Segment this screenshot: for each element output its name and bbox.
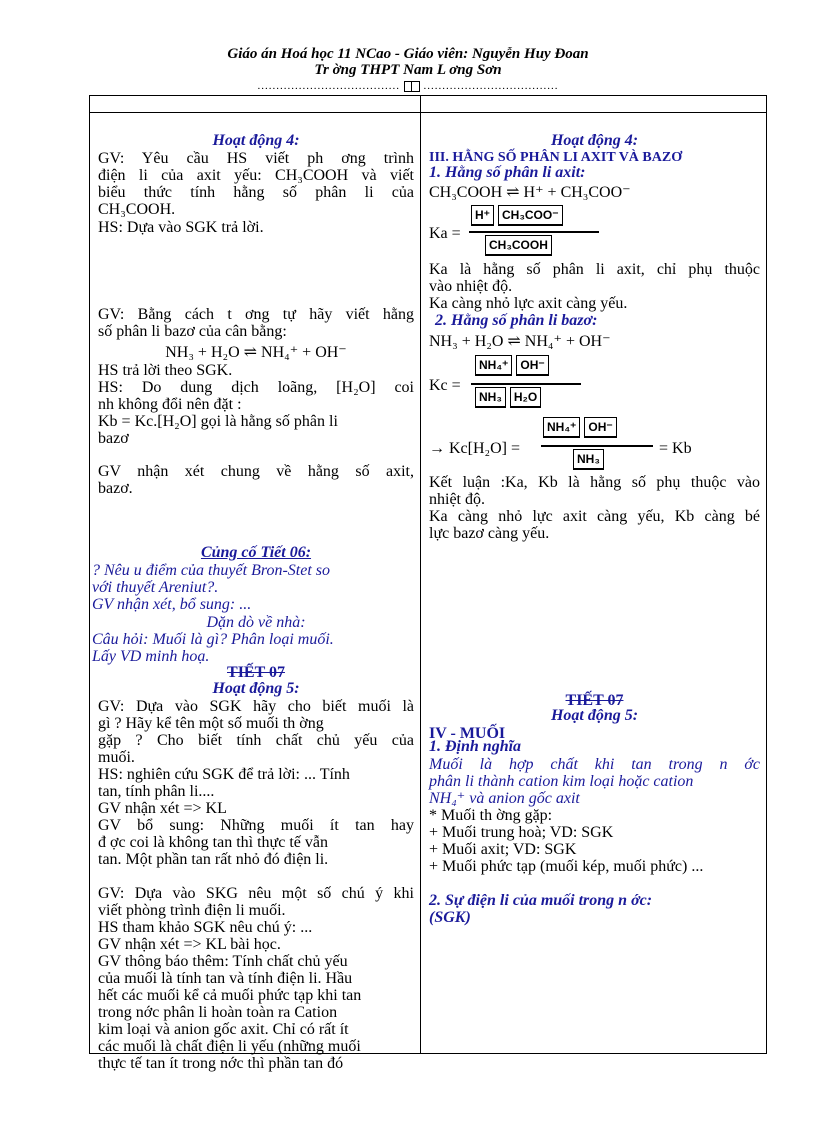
header-cell-right	[421, 96, 767, 113]
kb-denominator	[573, 449, 604, 470]
text-line: đ ợc coi là không tan thì thực tế vẫn	[98, 834, 328, 851]
ka-fraction-bar	[469, 231, 599, 233]
text-line: vào nhiệt độ.	[429, 278, 513, 295]
ka-label: Ka =	[429, 225, 461, 242]
ammonia-box: NH₃	[573, 449, 604, 470]
kb-right-side: = Kb	[659, 440, 692, 457]
header-line-1: Giáo án Hoá học 11 NCao - Giáo viên: Nguyễn Huy Đoan	[227, 46, 589, 62]
homework-title: Dặn dò về nhà:	[206, 614, 306, 631]
activity-5-title: Hoạt động 5:	[212, 680, 300, 697]
text-line: viết phòng trình điện li muối.	[98, 902, 286, 919]
text-line: + Muối trung hoà; VD: SGK	[429, 824, 614, 841]
book-icon	[404, 81, 420, 92]
header-dots-left: ......................................	[257, 80, 400, 92]
text-line: biểu thức tính hằng số phân li của	[98, 184, 414, 201]
text-line: CH₃COOH.	[98, 201, 176, 218]
text-line: GV bổ sung: Những muối ít tan hay	[98, 817, 414, 834]
lesson-content-column	[421, 113, 767, 1054]
text-line: kim loại và anion gốc axit. Chỉ có rất ít	[98, 1021, 349, 1038]
text-line: + Muối phức tạp (muối kép, muối phức) ...	[429, 858, 704, 875]
kb-fraction-bar	[541, 445, 653, 447]
kc-label: Kc =	[429, 377, 461, 394]
subsection-base-constant: 2. Hằng số phân li bazơ:	[435, 312, 598, 329]
kc-denominator	[475, 387, 541, 408]
text-line: GV: Bằng cách t ơng tự hãy viết hằng	[98, 306, 414, 323]
period-07-label: TIẾT 07	[565, 692, 624, 709]
text-line: Ka càng nhỏ lực axit càng yếu.	[429, 295, 628, 312]
review-line: với thuyết Areniut?.	[92, 579, 219, 596]
ammonium-box: NH₄⁺	[475, 355, 512, 376]
text-line: GV thông báo thêm: Tính chất chủ yếu	[98, 953, 348, 970]
base-equation: NH₃ + H₂O ⇌ NH₄⁺ + OH⁻	[429, 333, 611, 350]
text-line: HS tham khảo SGK nêu chú ý: ...	[98, 919, 313, 936]
text-line: nhiệt độ.	[429, 491, 485, 508]
text-line: + Muối axit; VD: SGK	[429, 841, 577, 858]
text-line: thực tế tan ít trong nớc thì phần tan đó	[98, 1055, 344, 1072]
definition-heading: 1. Định nghĩa	[429, 738, 522, 755]
period-07-label: TIẾT 07	[227, 664, 285, 681]
text-line: bazơ.	[98, 480, 133, 497]
text-line: hết các muối kể cả muối phức tạp khi tan	[98, 987, 362, 1004]
text-line: nh không đổi nên đặt :	[98, 396, 242, 413]
header-line-2: Tr ờng THPT Nam L ơng Sơn	[314, 62, 502, 78]
text-line: HS trả lời theo SGK.	[98, 362, 233, 379]
text-line: GV nhận xét => KL bài học.	[98, 936, 281, 953]
equilibrium-equation: NH₃ + H₂O ⇌ NH₄⁺ + OH⁻	[165, 344, 347, 361]
acetate-box: CH₃COO⁻	[498, 205, 563, 226]
definition-line: NH₄⁺ và anion gốc axit	[429, 790, 580, 807]
text-line: * Muối th ờng gặp:	[429, 807, 553, 824]
review-line: Câu hỏi: Muối là gì? Phân loại muối.	[92, 631, 334, 648]
text-line: GV: Yêu cầu HS viết ph ơng trình	[98, 150, 414, 167]
subsection-reference: (SGK)	[429, 909, 471, 926]
text-line: Ka là hằng số phân li axit, chỉ phụ thuộc	[429, 261, 760, 278]
text-line: điện li của axit yếu: CH₃COOH và viết	[98, 167, 414, 184]
teacher-activities-column	[90, 113, 421, 1072]
text-line: gặp ? Cho biết tính chất chủ yếu của	[98, 732, 414, 749]
kc-fraction-bar	[471, 383, 581, 385]
activity-4-title: Hoạt động 4:	[212, 132, 300, 149]
subsection-acid-constant: 1. Hằng số phân li axit:	[429, 164, 586, 181]
definition-line: phân li thành cation kim loại hoặc cation	[429, 773, 694, 790]
review-title: Củng cố Tiết 06:	[200, 544, 312, 561]
definition-line: Muối là hợp chất khi tan trong n ớc	[429, 756, 760, 773]
hydroxide-box: OH⁻	[584, 417, 616, 438]
review-line: GV nhận xét, bổ sung: ...	[92, 596, 252, 613]
header-ornament	[0, 80, 816, 92]
text-line: tan, tính phân li....	[98, 783, 215, 800]
ka-numerator	[471, 205, 563, 226]
water-box: H₂O	[510, 387, 541, 408]
text-line: của muối là tính tan và tính điện li. Hầu	[98, 970, 353, 987]
text-line: GV nhận xét chung về hằng số axit,	[98, 463, 414, 480]
activity-5-title: Hoạt động 5:	[550, 707, 639, 724]
text-line: các muối là chất điện li yếu (những muối	[98, 1038, 361, 1055]
h-ion-box: H⁺	[471, 205, 494, 226]
text-line: HS: Do dung dịch loãng, [H₂O] coi	[98, 379, 414, 396]
text-line: Kết luận :Ka, Kb là hằng số phụ thuộc vào	[429, 474, 760, 491]
text-line: Kb = Kc.[H₂O] gọi là hằng số phân li	[98, 413, 338, 430]
acetic-acid-box: CH₃COOH	[485, 235, 552, 256]
ka-denominator	[485, 235, 552, 256]
text-line: bazơ	[98, 430, 129, 447]
kb-numerator	[543, 417, 617, 438]
text-line: GV nhận xét => KL	[98, 800, 227, 817]
activity-4-title: Hoạt động 4:	[550, 132, 639, 149]
text-line: tan. Một phần tan rất nhỏ đó điện li.	[98, 851, 329, 868]
kc-numerator	[475, 355, 549, 376]
text-line: gì ? Hãy kể tên một số muối th ờng	[98, 715, 324, 732]
header-cell-left	[90, 96, 421, 113]
text-line: GV: Dựa vào SKG nêu một số chú ý khi	[98, 885, 414, 902]
review-line: ? Nêu u điểm của thuyết Bron-Stet so	[92, 562, 331, 579]
section-iii-heading: III. HẰNG SỐ PHÂN LI AXIT VÀ BAZƠ	[429, 150, 683, 165]
text-line: GV: Dựa vào SGK hãy cho biết muối là	[98, 698, 414, 715]
ammonia-box: NH₃	[475, 387, 506, 408]
text-line: HS: nghiên cứu SGK để trả lời: ... Tính	[98, 766, 350, 783]
text-line: Ka càng nhỏ lực axit càng yếu, Kb càng bé	[429, 508, 760, 525]
section-iv-heading: IV - MUỐI	[429, 725, 506, 742]
text-line: số phân li bazơ của cân bằng:	[98, 323, 287, 340]
text-line: HS: Dựa vào SGK trả lời.	[98, 219, 264, 236]
subsection-salt-electrolysis: 2. Sự điện li của muối trong n ớc:	[429, 892, 653, 909]
text-line: trong nớc phân li hoàn toàn ra Cation	[98, 1004, 338, 1021]
hydroxide-box: OH⁻	[516, 355, 548, 376]
text-line: muối.	[98, 749, 135, 766]
lesson-table	[89, 95, 767, 1072]
kb-left-side: → Kc[H₂O] =	[429, 440, 521, 457]
header-dots-right: ....................................	[423, 80, 559, 92]
ammonium-box: NH₄⁺	[543, 417, 580, 438]
review-line: Lấy VD minh hoạ.	[92, 648, 210, 665]
text-line: lực bazơ càng yếu.	[429, 525, 550, 542]
acid-equation: CH₃COOH ⇌ H⁺ + CH₃COO⁻	[429, 184, 631, 201]
